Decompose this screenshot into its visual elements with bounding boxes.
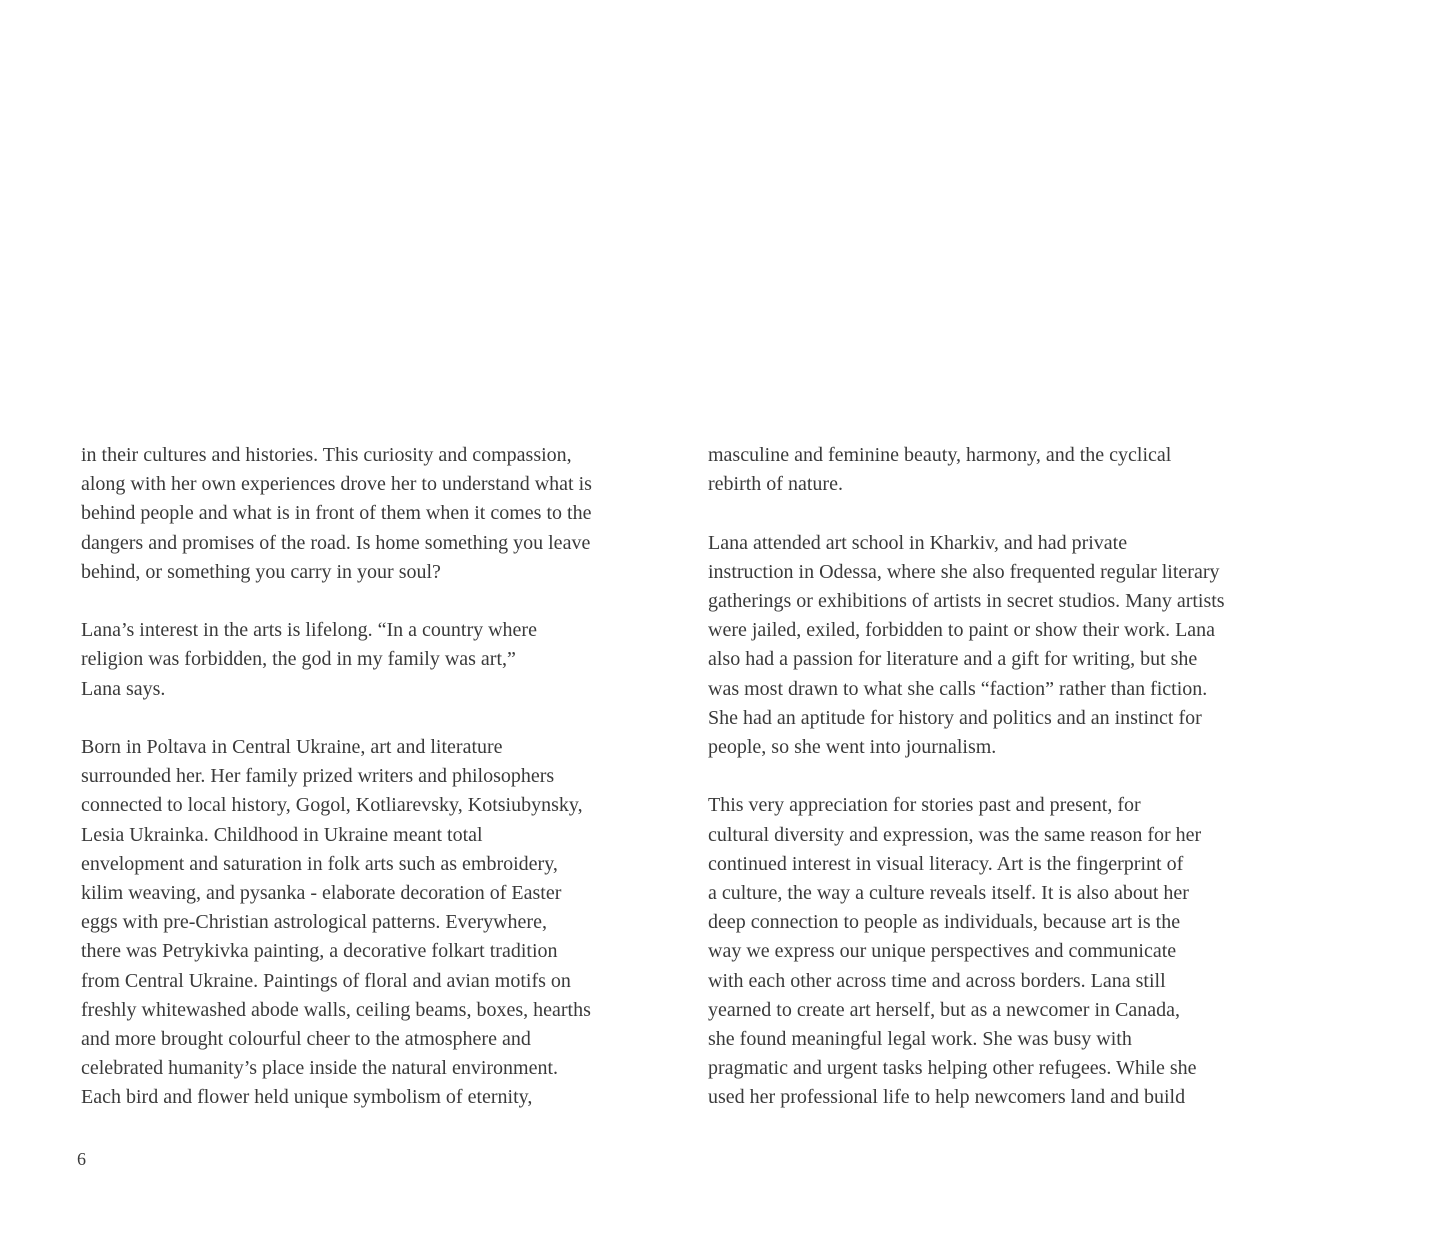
paragraph xyxy=(708,791,1268,1112)
text-line: She had an aptitude for history and politics and an instinct for xyxy=(708,706,1202,729)
text-line: Lesia Ukrainka. Childhood in Ukraine meant total xyxy=(81,823,483,846)
text-line: along with her own experiences drove her to understand what is xyxy=(81,473,592,496)
text-line: dangers and promises of the road. Is home something you leave xyxy=(81,531,591,554)
text-line: kilim weaving, and pysanka - elaborate decoration of Easter xyxy=(81,882,562,905)
text-line: and more brought colourful cheer to the atmosphere and xyxy=(81,1028,531,1051)
text-line: connected to local history, Gogol, Kotliarevsky, Kotsiubynsky, xyxy=(81,794,583,817)
text-line: Lana says. xyxy=(81,677,166,700)
paragraph xyxy=(81,616,641,704)
text-line: religion was forbidden, the god in my family was art,” xyxy=(81,648,516,671)
text-line: celebrated humanity’s place inside the natural environment. xyxy=(81,1057,559,1080)
text-line: behind people and what is in front of them when it comes to the xyxy=(81,502,592,525)
text-line: continued interest in visual literacy. Art is the fingerprint of xyxy=(708,852,1184,875)
text-line: in their cultures and histories. This curiosity and compassion, xyxy=(81,444,572,466)
text-line: masculine and feminine beauty, harmony, and the cyclical xyxy=(708,444,1172,466)
text-line: from Central Ukraine. Paintings of floral and avian motifs on xyxy=(81,969,571,992)
paragraph xyxy=(81,733,641,1113)
text-line: were jailed, exiled, forbidden to paint or show their work. Lana xyxy=(708,619,1216,642)
text-line: used her professional life to help newcomers land and build xyxy=(708,1086,1186,1109)
text-line: she found meaningful legal work. She was busy with xyxy=(708,1028,1132,1051)
text-line: there was Petrykivka painting, a decorative folkart tradition xyxy=(81,940,558,963)
text-line: freshly whitewashed abode walls, ceiling beams, boxes, hearths xyxy=(81,998,591,1021)
text-line: pragmatic and urgent tasks helping other refugees. While she xyxy=(708,1057,1197,1080)
text-line: Each bird and flower held unique symbolism of eternity, xyxy=(81,1086,533,1109)
text-line: way we express our unique perspectives and communicate xyxy=(708,940,1177,963)
text-line: also had a passion for literature and a gift for writing, but she xyxy=(708,648,1198,671)
text-line: rebirth of nature. xyxy=(708,473,843,496)
text-line: people, so she went into journalism. xyxy=(708,736,997,759)
left-text-column xyxy=(81,441,641,1142)
text-line: envelopment and saturation in folk arts such as embroidery, xyxy=(81,852,558,875)
text-line: with each other across time and across borders. Lana still xyxy=(708,969,1166,992)
text-line: surrounded her. Her family prized writers and philosophers xyxy=(81,765,555,788)
text-line: deep connection to people as individuals, because art is the xyxy=(708,911,1181,934)
page-number: 6 xyxy=(77,1149,86,1169)
text-line: yearned to create art herself, but as a newcomer in Canada, xyxy=(708,998,1180,1021)
text-line: cultural diversity and expression, was the same reason for her xyxy=(708,823,1202,846)
text-line: This very appreciation for stories past and present, for xyxy=(708,794,1141,817)
text-line: Lana’s interest in the arts is lifelong. “In a country where xyxy=(81,619,537,642)
paragraph xyxy=(708,529,1268,763)
text-line: was most drawn to what she calls “faction” rather than fiction. xyxy=(708,677,1208,700)
paragraph xyxy=(81,441,641,587)
text-line: gatherings or exhibitions of artists in secret studios. Many artists xyxy=(708,590,1225,612)
text-line: behind, or something you carry in your soul? xyxy=(81,560,441,583)
text-line: instruction in Odessa, where she also frequented regular literary xyxy=(708,560,1220,583)
text-line: a culture, the way a culture reveals itself. It is also about her xyxy=(708,882,1189,905)
text-line: Lana attended art school in Kharkiv, and had private xyxy=(708,531,1128,554)
text-line: eggs with pre-Christian astrological patterns. Everywhere, xyxy=(81,911,547,934)
paragraph xyxy=(708,441,1268,499)
text-line: Born in Poltava in Central Ukraine, art and literature xyxy=(81,736,503,758)
right-text-column xyxy=(708,441,1268,1142)
